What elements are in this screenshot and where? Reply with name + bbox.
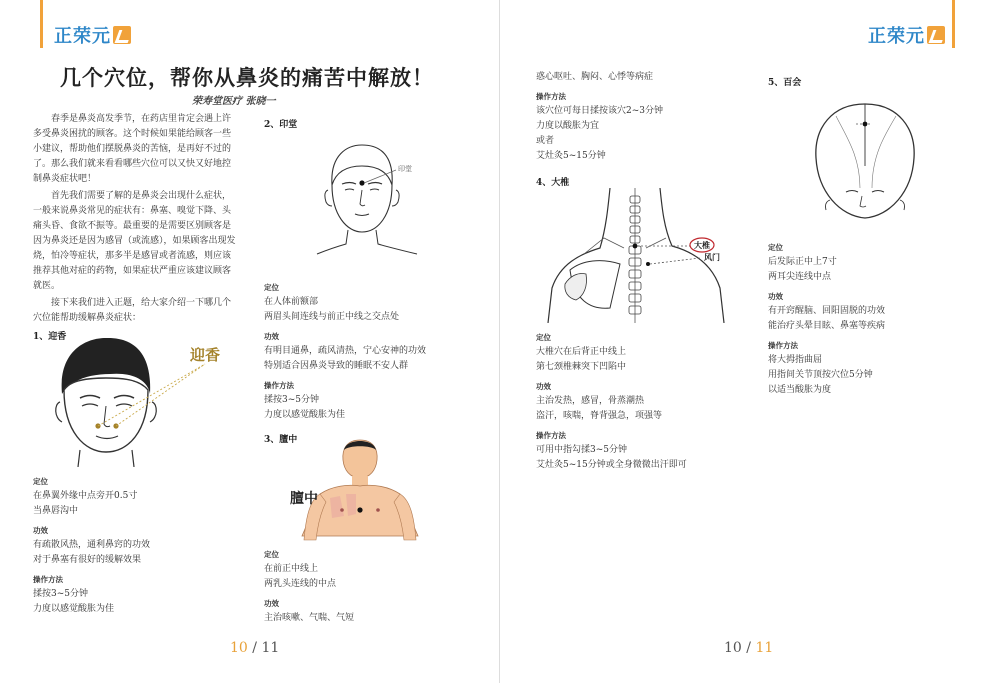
brand-logo: 正荣元 [54,22,131,48]
method-label: 操作方法 [536,92,566,101]
baihui-illustration [800,96,930,224]
dazhui-callout: 大椎 [694,240,710,250]
text-line: 有明目通鼻，疏风清热，宁心安神的功效 [264,346,427,356]
danzhong-details-a [264,543,474,626]
text-line: 将大拇指曲屈 [768,355,823,365]
text-line: 艾灶灸5~15分钟或全身微微出汗即可 [536,460,687,470]
method-label: 操作方法 [536,431,566,440]
text-line: 主治发热，感冒，骨蒸潮热 [536,396,645,406]
fengmen-callout: 风门 [704,252,720,262]
point-heading: 2、印堂 [264,120,298,130]
text-line: 以适当酸胀为度 [768,385,832,395]
effect-label: 功效 [768,292,783,301]
baihui-details [768,236,978,398]
text-line: 或者 [536,136,555,146]
effect-label: 功效 [33,526,48,535]
point-heading: 4、大椎 [536,178,570,188]
location-label: 定位 [768,243,783,252]
location-label: 定位 [536,333,551,342]
yintang-callout: 印堂 [398,165,412,173]
text-line: 力度以感觉酸胀为佳 [264,410,346,420]
text-line: 大椎穴在后背正中线上 [536,347,627,357]
logo-icon [113,26,131,44]
page-number-left: 10 / 11 [230,640,280,656]
page-edge-bar [40,0,43,48]
article-author: 荣寿堂医疗 张晓一 [192,96,276,107]
article-title: 几个穴位，帮你从鼻炎的痛苦中解放！ [60,65,434,90]
text-line: 该穴位可每日揉按该穴2~3分钟 [536,106,663,116]
yingxiang-callout: 迎香 [190,346,221,364]
intro-paragraph: 接下来我们进入正题，给大家介绍一下哪几个穴位能帮助缓解鼻炎症状： [33,298,232,323]
page-edge-bar [952,0,955,48]
text-line: 力度以酸胀为宜 [536,121,600,131]
text-line: 力度以感觉酸胀为佳 [33,604,115,614]
text-line: 盗汗，咳喘，脊背强急，项强等 [536,411,663,421]
point-heading: 1、迎香 [33,332,67,342]
effect-label: 功效 [264,599,279,608]
effect-label: 功效 [536,382,551,391]
text-line: 两耳尖连线中点 [768,272,832,282]
intro-paragraph: 首先我们需要了解的是鼻炎会出现什么症状，一般来说鼻炎常见的症状有：鼻塞、嗅觉下降、头痛头昏、食欲不振等。最重要的是需要区别顾客是因为鼻炎还是因为感冒（或流感），如果顾客出现发烧，怕冷等症状，那多半是感冒或者流感，则应该推荐其他对症的药物，如果症状严重应该建议顾客就医。 [33,191,236,291]
text-line: 当鼻唇沟中 [33,506,79,516]
text-line: 能治疗头晕目眩、鼻塞等疾病 [768,321,886,331]
text-line: 第七颈椎棘突下凹陷中 [536,362,627,372]
text-line: 用指间关节顶按穴位5分钟 [768,370,873,380]
brand-logo: 正荣元 [868,22,945,48]
danzhong-callout: 膻中 [290,491,318,507]
yintang-illustration [312,140,422,255]
method-label: 操作方法 [33,575,63,584]
logo-icon [927,26,945,44]
page-right [500,0,1000,683]
text-line: 主治咳嗽、气喘、气短 [264,613,355,623]
danzhong-details-b [536,70,746,193]
dazhui-illustration [540,188,730,323]
effect-label: 功效 [264,332,279,341]
text-line: 两乳头连线的中点 [264,579,337,589]
text-line: 揉按3~5分钟 [264,395,319,405]
column-2-heading [264,114,464,135]
page-number-right: 10 / 11 [724,640,774,656]
text-line: 可用中指勾揉3~5分钟 [536,445,627,455]
text-line: 艾灶灸5~15分钟 [536,151,606,161]
text-line: 有开窍醒脑、回阳固脱的功效 [768,306,886,316]
text-line: 揉按3~5分钟 [33,589,88,599]
yintang-details [264,276,474,450]
text-line: 在人体前额部 [264,297,319,307]
text-line: 后发际正中上7寸 [768,257,837,267]
yingxiang-illustration [40,332,240,467]
point-heading: 5、百会 [768,78,802,88]
method-label: 操作方法 [768,341,798,350]
yingxiang-details [33,470,238,617]
text-line: 有疏散风热，通利鼻窍的功效 [33,540,151,550]
text-line: 在前正中线上 [264,564,319,574]
danzhong-illustration [280,436,440,542]
text-line: 在鼻翼外缘中点旁开0.5寸 [33,491,138,501]
location-label: 定位 [33,477,48,486]
point-heading: 3、膻中 [264,435,298,445]
text-line: 特别适合因鼻炎导致的睡眠不安人群 [264,361,409,371]
location-label: 定位 [264,550,279,559]
text-line: 惑心呕吐、胸闷、心悸等病症 [536,72,654,82]
text-line: 两眉头间连线与前正中线之交点处 [264,312,400,322]
dazhui-details [536,326,746,473]
intro-paragraph: 春季是鼻炎高发季节，在药店里肯定会遇上许多受鼻炎困扰的顾客。这个时候如果能给顾客一些小建议，帮助他们摆脱鼻炎的苦恼，是再好不过的了。那么我们就来看看哪些穴位可以又快又好地控制鼻炎症状吧！ [33,114,232,184]
column-1 [33,112,238,347]
location-label: 定位 [264,283,279,292]
text-line: 对于鼻塞有很好的缓解效果 [33,555,142,565]
column-4-heading [768,72,968,93]
method-label: 操作方法 [264,381,294,390]
